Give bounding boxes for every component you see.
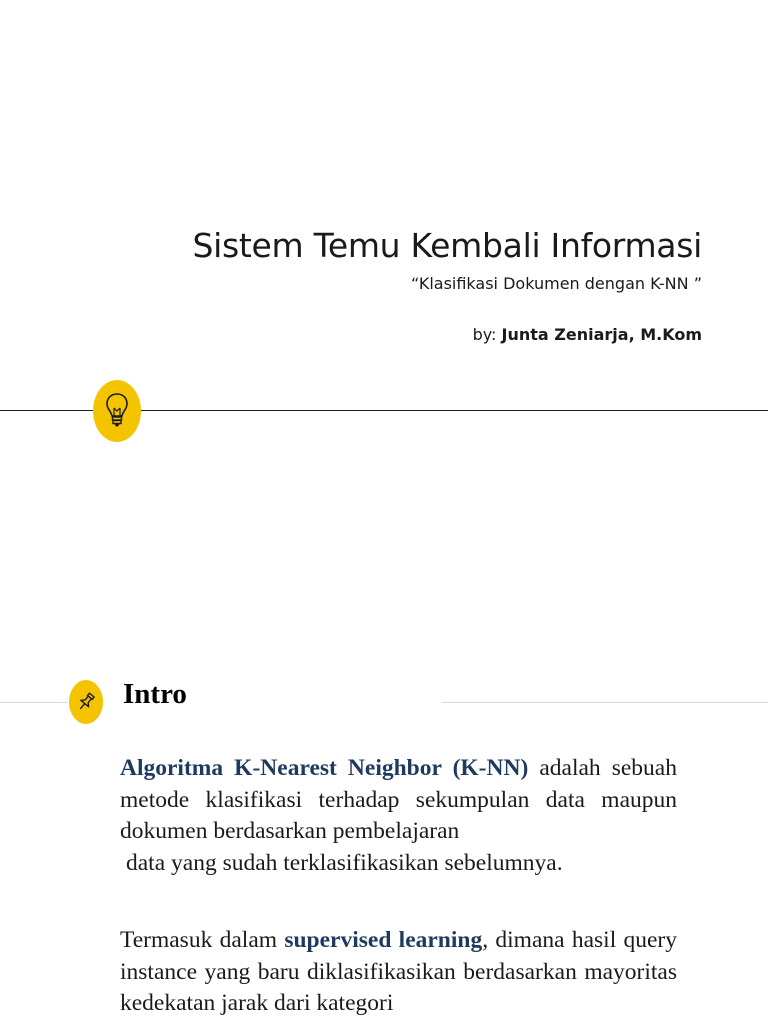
byline-prefix: by: <box>472 325 502 344</box>
knn-term: Algoritma K-Nearest Neighbor (K-NN) <box>120 755 529 781</box>
intro-heading: Intro <box>123 678 187 710</box>
para2-prefix: Termasuk dalam <box>120 927 285 953</box>
lightbulb-badge <box>93 380 141 442</box>
supervised-learning-term: supervised learning <box>284 927 483 953</box>
slide-subtitle: “Klasifikasi Dokumen dengan K-NN ” <box>411 274 702 293</box>
intro-paragraph-2 <box>120 925 677 1020</box>
lightbulb-icon <box>104 391 130 431</box>
pushpin-badge <box>69 680 103 724</box>
intro-paragraph-1 <box>120 753 677 879</box>
para2-body: , dimana hasil query instance yang baru diklasifikasikan berdasarkan mayoritas kedekatan jarak dari kategori <box>120 927 678 1016</box>
author-byline <box>473 325 702 344</box>
intro-divider-right <box>442 702 768 703</box>
para1-body: adalah sebuah metode klasifikasi terhadap sekumpulan data maupun dokumen berdasarkan pembelajaran <box>120 755 677 844</box>
para1-last-line: data yang sudah terklasifikasikan sebelumnya. <box>126 849 563 876</box>
intro-divider-left <box>0 702 68 703</box>
slide-title: Sistem Temu Kembali Informasi <box>192 226 702 265</box>
pushpin-icon <box>75 691 97 713</box>
author-name: Junta Zeniarja, M.Kom <box>501 325 702 344</box>
